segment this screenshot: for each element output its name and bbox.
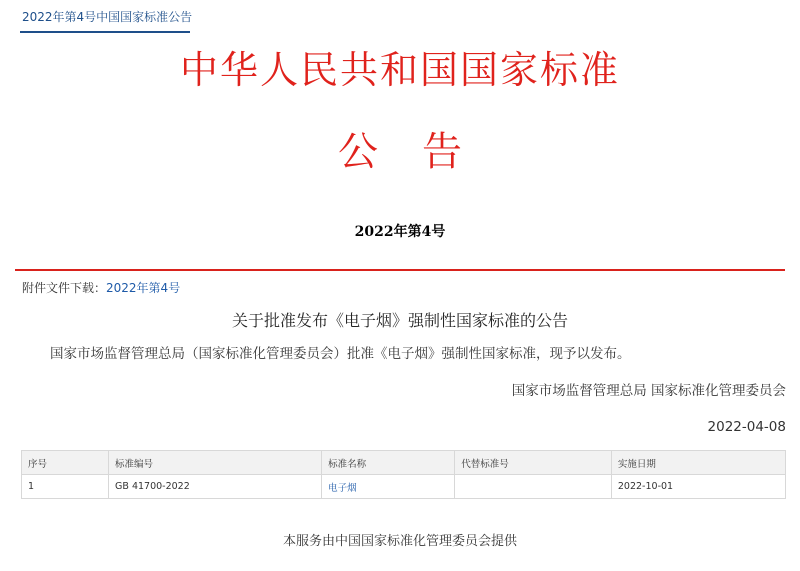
standard-name-link[interactable]: 电子烟 bbox=[328, 482, 357, 494]
cell-code: GB 41700-2022 bbox=[109, 475, 322, 499]
page-tab[interactable] bbox=[20, 6, 193, 32]
issue-number: 2022年第4号 bbox=[354, 224, 446, 240]
table-row bbox=[22, 475, 786, 499]
notice-issuer: 国家市场监督管理总局 国家标准化管理委员会 bbox=[511, 383, 786, 399]
announcement-sub-title: 公告 bbox=[338, 129, 506, 175]
cell-index: 1 bbox=[22, 475, 109, 499]
table-header-row bbox=[22, 451, 786, 475]
standards-table bbox=[21, 450, 786, 499]
red-divider bbox=[15, 269, 785, 271]
column-header-name: 标准名称 bbox=[322, 451, 455, 475]
cell-replaces bbox=[455, 475, 612, 499]
cell-effective-date: 2022-10-01 bbox=[611, 475, 785, 499]
attachment-download-link[interactable]: 2022年第4号 bbox=[106, 281, 181, 295]
announcement-main-title: 中华人民共和国国家标准 bbox=[179, 48, 620, 92]
attachment-row bbox=[22, 279, 180, 297]
notice-body: 国家市场监督管理总局（国家标准化管理委员会）批准《电子烟》强制性国家标准，现予以发布。 bbox=[50, 346, 631, 362]
notice-title: 关于批准发布《电子烟》强制性国家标准的公告 bbox=[231, 311, 568, 330]
column-header-effective-date: 实施日期 bbox=[611, 451, 785, 475]
page-tab-underline bbox=[20, 31, 190, 33]
column-header-index: 序号 bbox=[22, 451, 109, 475]
attachment-label: 附件文件下载： bbox=[22, 281, 107, 295]
footer-text: 本服务由中国国家标准化管理委员会提供 bbox=[282, 534, 517, 549]
notice-date: 2022-04-08 bbox=[707, 419, 786, 435]
page-tab-title: 2022年第4号中国国家标准公告 bbox=[22, 10, 193, 24]
column-header-code: 标准编号 bbox=[109, 451, 322, 475]
cell-name bbox=[322, 475, 455, 499]
column-header-replaces: 代替标准号 bbox=[455, 451, 612, 475]
